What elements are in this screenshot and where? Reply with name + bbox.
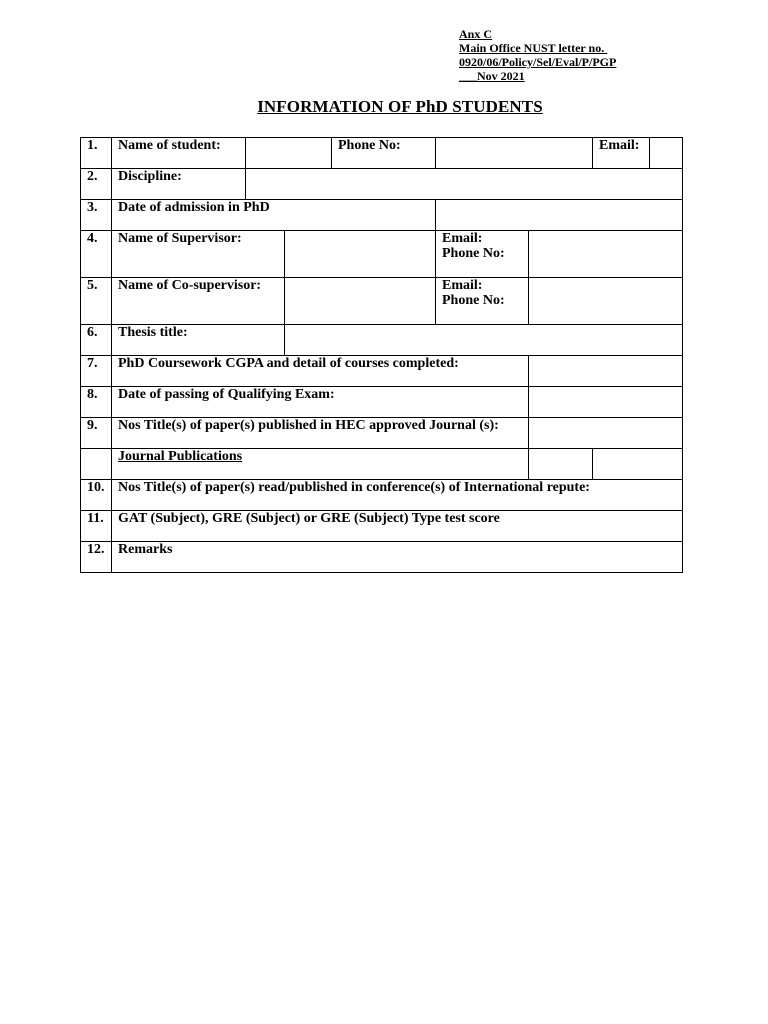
row-number: 10. bbox=[81, 480, 112, 511]
qualifying-exam-label: Date of passing of Qualifying Exam: bbox=[112, 387, 529, 418]
row-number: 11. bbox=[81, 511, 112, 542]
row-number: 6. bbox=[81, 325, 112, 356]
row-number: 9. bbox=[81, 418, 112, 449]
supervisor-phone-label: Phone No: bbox=[442, 246, 505, 261]
letter-reference-line: Main Office NUST letter no. bbox=[459, 41, 608, 55]
row-number: 2. bbox=[81, 169, 112, 200]
admission-date-label: Date of admission in PhD bbox=[112, 200, 436, 231]
conference-papers-label: Nos Title(s) of paper(s) read/published in conference(s) of International repute: bbox=[112, 480, 683, 511]
student-phone-label: Phone No: bbox=[332, 138, 436, 169]
journal-papers-label: Nos Title(s) of paper(s) published in HEC approved Journal (s): bbox=[112, 418, 529, 449]
form-row-conference-papers bbox=[81, 480, 683, 511]
form-row-admission-date bbox=[81, 200, 683, 231]
thesis-title-field[interactable] bbox=[285, 325, 683, 356]
row-number bbox=[81, 449, 112, 480]
journal-papers-field[interactable] bbox=[529, 418, 683, 449]
student-email-label: Email: bbox=[593, 138, 650, 168]
supervisor-email-label: Email: bbox=[442, 231, 483, 246]
row-number: 8. bbox=[81, 387, 112, 418]
letter-date: ___Nov 2021 bbox=[459, 69, 525, 83]
co-supervisor-name-field[interactable] bbox=[285, 278, 436, 325]
coursework-label: PhD Coursework CGPA and detail of courses completed: bbox=[112, 356, 529, 387]
form-row-remarks bbox=[81, 542, 683, 573]
student-name-label: Name of student: bbox=[112, 138, 246, 169]
form-row-thesis-title bbox=[81, 325, 683, 356]
co-supervisor-phone-label: Phone No: bbox=[442, 293, 505, 308]
journal-publications-label: Journal Publications bbox=[112, 449, 529, 480]
student-phone-field[interactable] bbox=[436, 138, 593, 169]
row-number: 5. bbox=[81, 278, 112, 325]
thesis-title-label: Thesis title: bbox=[112, 325, 285, 356]
row-number: 12. bbox=[81, 542, 112, 573]
co-supervisor-email-label: Email: bbox=[442, 278, 483, 293]
journal-publications-count-field[interactable] bbox=[529, 449, 593, 480]
student-email-cell bbox=[593, 138, 683, 169]
form-row-supervisor bbox=[81, 231, 683, 278]
co-supervisor-contact-field[interactable] bbox=[529, 278, 683, 325]
form-row-discipline bbox=[81, 169, 683, 200]
form-row-journal-papers bbox=[81, 418, 683, 449]
page-title: INFORMATION OF PhD STUDENTS bbox=[257, 97, 543, 116]
supervisor-contact-labels bbox=[436, 231, 529, 278]
discipline-field[interactable] bbox=[246, 169, 683, 200]
annex-label: Anx C bbox=[459, 27, 493, 41]
supervisor-name-field[interactable] bbox=[285, 231, 436, 278]
row-number: 4. bbox=[81, 231, 112, 278]
form-row-qualifying-exam bbox=[81, 387, 683, 418]
journal-publications-detail-field[interactable] bbox=[593, 449, 683, 480]
row-number: 1. bbox=[81, 138, 112, 169]
supervisor-contact-field[interactable] bbox=[529, 231, 683, 278]
letter-number: 0920/06/Policy/Sel/Eval/P/PGP bbox=[459, 55, 617, 69]
student-name-field[interactable] bbox=[246, 138, 332, 169]
supervisor-name-label: Name of Supervisor: bbox=[112, 231, 285, 278]
discipline-label: Discipline: bbox=[112, 169, 246, 200]
row-number: 7. bbox=[81, 356, 112, 387]
row-number: 3. bbox=[81, 200, 112, 231]
form-row-coursework bbox=[81, 356, 683, 387]
form-row-student-name bbox=[81, 138, 683, 169]
coursework-field[interactable] bbox=[529, 356, 683, 387]
form-row-test-score bbox=[81, 511, 683, 542]
reference-block bbox=[459, 27, 616, 83]
remarks-label: Remarks bbox=[112, 542, 683, 573]
co-supervisor-name-label: Name of Co-supervisor: bbox=[112, 278, 285, 325]
form-row-co-supervisor bbox=[81, 278, 683, 325]
qualifying-exam-field[interactable] bbox=[529, 387, 683, 418]
form-row-journal-publications bbox=[81, 449, 683, 480]
phd-student-information-form bbox=[80, 137, 683, 573]
co-supervisor-contact-labels bbox=[436, 278, 529, 325]
student-email-field[interactable] bbox=[650, 138, 682, 168]
test-score-label: GAT (Subject), GRE (Subject) or GRE (Subject) Type test score bbox=[112, 511, 683, 542]
admission-date-field[interactable] bbox=[436, 200, 683, 231]
